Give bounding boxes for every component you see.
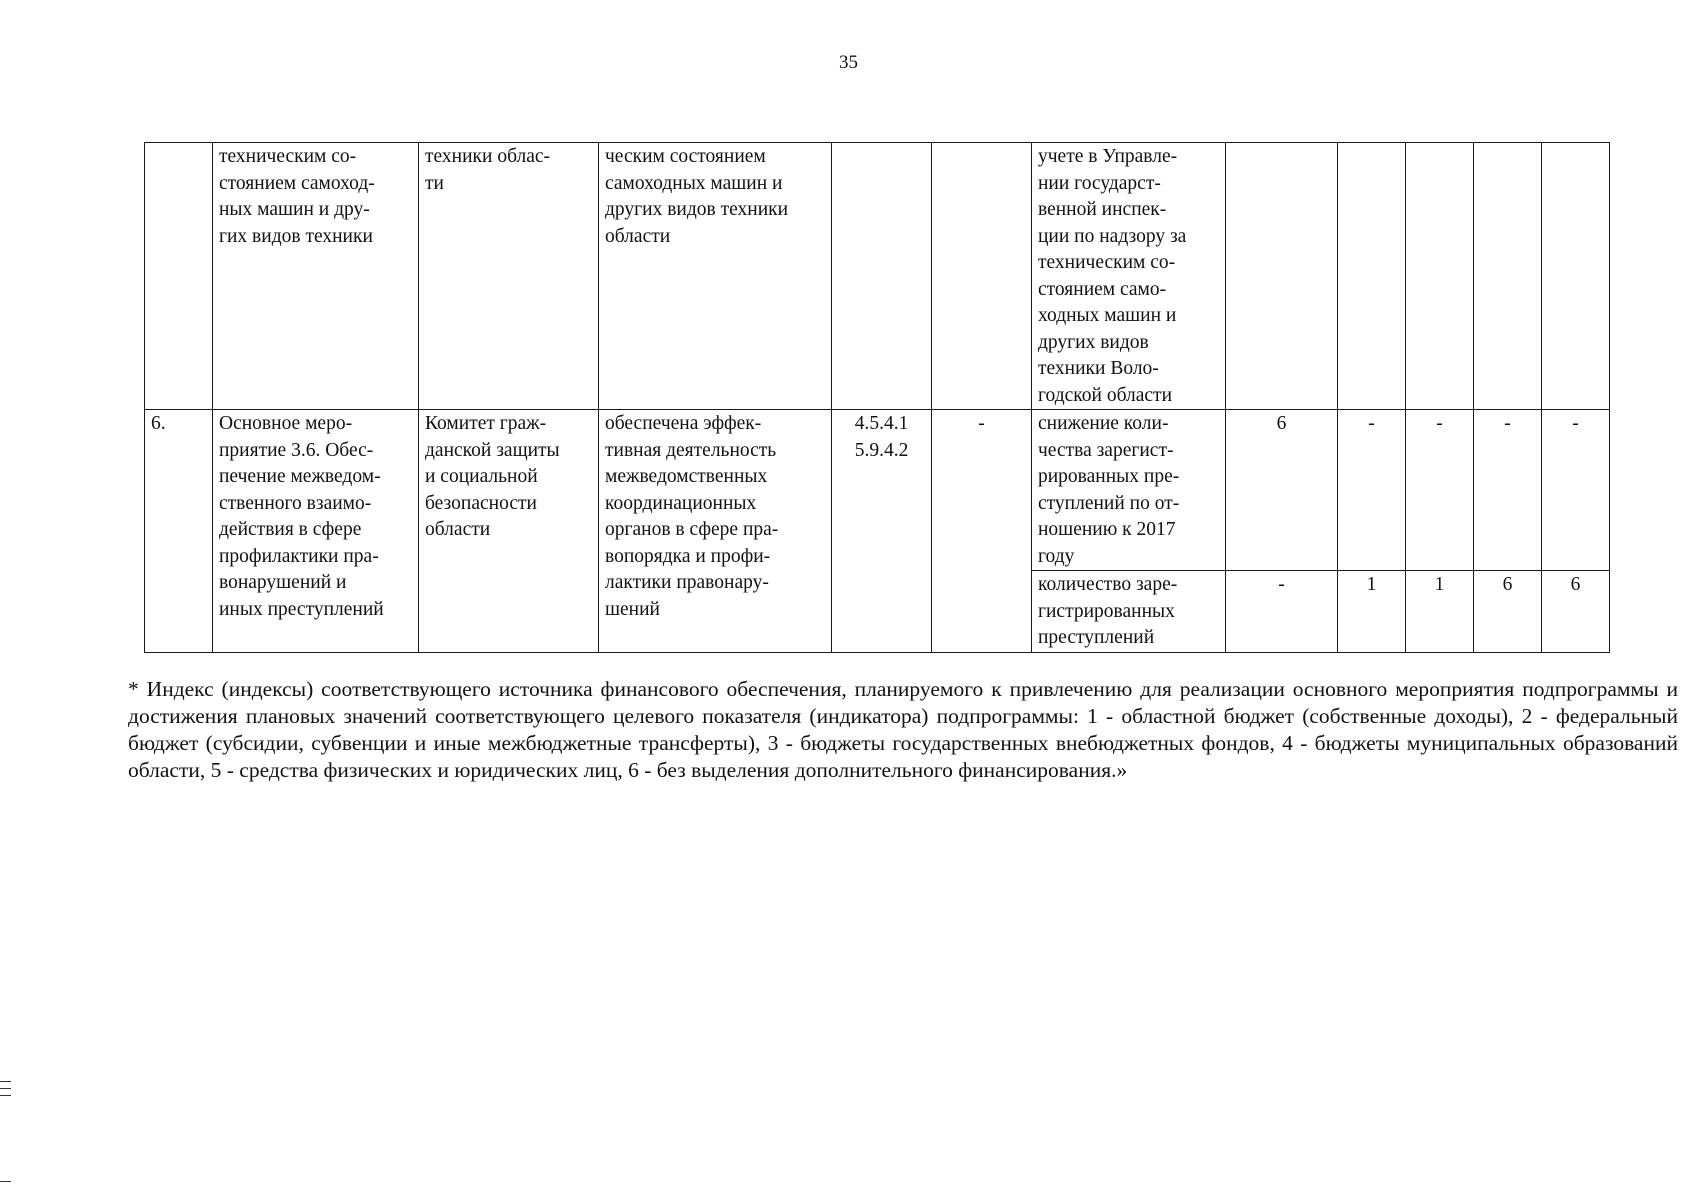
- cell-num: [145, 143, 213, 410]
- cell-goal-code: [832, 143, 932, 410]
- cell-result: обеспечена эффек- тивная деятельность межведомственных координационных органов в сфере пра- вопорядка и профи- лактики правонару- шений: [599, 410, 832, 653]
- cell-executor: техники облас- ти: [419, 143, 599, 410]
- cell-event: Основное меро- приятие 3.6. Обес- печение межведом- ственного взаимо- действия в сфере профилактики пра- вонарушений и иных преступлений: [213, 410, 419, 653]
- cell-indicator: учете в Управле- нии государст- венной инспек- ции по надзору за техническим со- стоянием само- ходных машин и других видов техники Воло- годской области: [1032, 143, 1226, 410]
- table-row-6: [145, 410, 1610, 571]
- cell-value: -: [1542, 410, 1610, 571]
- cell-goal-code: 4.5.4.1 5.9.4.2: [832, 410, 932, 653]
- cell-value: [1542, 143, 1610, 410]
- cell-value: 6: [1226, 410, 1338, 571]
- margin-mark: [0, 1081, 11, 1082]
- footnote: * Индекс (индексы) соответствующего источника финансового обеспечения, планируемого к привлечению для реализации основного мероприятия подпрограммы и достижения плановых значений соответствующего целевого показателя (индикатора) подпрограммы: 1 - областной бюджет (собственные доходы), 2 - федеральный бюджет (субсидии, субвенции и иные межбюджетные трансферты), 3 - бюджеты государственных внебюджетных фондов, 4 - бюджеты муниципальных образований области, 5 - средства физических и юридических лиц, 6 - без выделения дополнительного финансирования.»: [128, 677, 1678, 782]
- program-table: [144, 142, 1610, 653]
- cell-value: -: [1474, 410, 1542, 571]
- cell-executor: Комитет граж- данской защиты и социальной безопасности области: [419, 410, 599, 653]
- page-number: 35: [839, 52, 858, 73]
- cell-source: -: [932, 410, 1032, 653]
- cell-value: [1474, 143, 1542, 410]
- margin-mark: [0, 1088, 11, 1089]
- cell-indicator: снижение коли- чества зарегист- рированных пре- ступлений по от- ношению к 2017 году: [1032, 410, 1226, 571]
- cell-source: [932, 143, 1032, 410]
- margin-mark: [0, 1181, 11, 1182]
- cell-value: -: [1406, 410, 1474, 571]
- table-row-continuation: [145, 143, 1610, 410]
- cell-result: ческим состоянием самоходных машин и других видов техники области: [599, 143, 832, 410]
- cell-value: 6: [1474, 571, 1542, 653]
- cell-event: техническим со- стоянием самоход- ных машин и дру- гих видов техники: [213, 143, 419, 410]
- cell-num: 6.: [145, 410, 213, 653]
- cell-value: [1338, 143, 1406, 410]
- cell-value: -: [1338, 410, 1406, 571]
- cell-indicator: количество заре- гистрированных преступлений: [1032, 571, 1226, 653]
- cell-value: 1: [1338, 571, 1406, 653]
- cell-value: [1226, 143, 1338, 410]
- cell-value: 1: [1406, 571, 1474, 653]
- cell-value: -: [1226, 571, 1338, 653]
- margin-mark: [0, 1095, 11, 1096]
- cell-value: [1406, 143, 1474, 410]
- cell-value: 6: [1542, 571, 1610, 653]
